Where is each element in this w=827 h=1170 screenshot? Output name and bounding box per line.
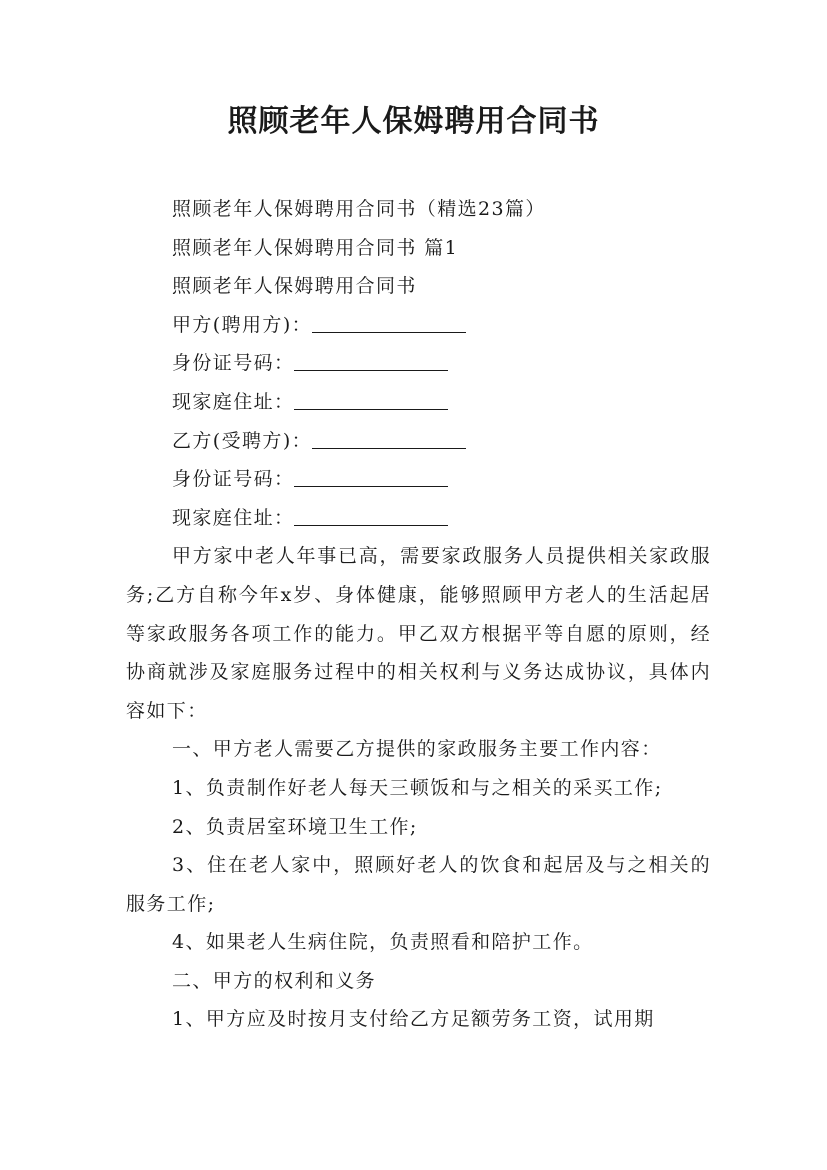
document-body	[126, 190, 711, 1039]
fill-in-blank	[294, 505, 448, 526]
field-label: 身份证号码：	[172, 468, 295, 491]
section2-item: 1、甲方应及时按月支付给乙方足额劳务工资，试用期	[172, 1008, 655, 1031]
section2-heading: 二、甲方的权利和义务	[172, 969, 377, 992]
fill-in-blank	[294, 350, 448, 371]
field-label: 甲方(聘用方)：	[172, 313, 313, 336]
field-party-b-address	[126, 499, 711, 538]
field-party-a	[126, 306, 711, 345]
collection-title: 照顾老年人保姆聘用合同书（精选23篇）	[172, 198, 546, 220]
field-label: 乙方(受聘方)：	[172, 429, 313, 452]
field-label: 现家庭住址：	[172, 390, 295, 413]
field-label: 身份证号码：	[172, 352, 295, 375]
article-title: 照顾老年人保姆聘用合同书 篇1	[172, 236, 459, 259]
section1-item: 3、住在老人家中，照顾好老人的饮食和起居及与之相关的服务工作;	[126, 854, 711, 915]
field-party-a-address	[126, 383, 711, 422]
fill-in-blank	[294, 389, 448, 410]
section1-item: 4、如果老人生病住院，负责照看和陪护工作。	[172, 931, 594, 954]
fill-in-blank	[312, 312, 466, 333]
document-title: 照顾老年人保姆聘用合同书	[227, 104, 600, 139]
section1-heading: 一、甲方老人需要乙方提供的家政服务主要工作内容：	[172, 738, 662, 761]
intro-paragraph: 甲方家中老人年事已高，需要家政服务人员提供相关家政服务;乙方自称今年x岁、身体健康，能够照顾甲方老人的生活起居等家政服务各项工作的能力。甲乙双方根据平等自愿的原则，经协商就涉及家庭服务过程中的相关权利与义务达成协议，具体内容如下：	[126, 545, 711, 722]
field-party-b	[126, 422, 711, 461]
section1-item: 2、负责居室环境卫生工作;	[172, 815, 418, 838]
field-party-a-id	[126, 344, 711, 383]
contract-name: 照顾老年人保姆聘用合同书	[172, 275, 417, 298]
section1-item: 1、负责制作好老人每天三顿饭和与之相关的采买工作;	[172, 776, 663, 799]
field-label: 现家庭住址：	[172, 506, 295, 529]
fill-in-blank	[312, 428, 466, 449]
fill-in-blank	[294, 466, 448, 487]
field-party-b-id	[126, 460, 711, 499]
